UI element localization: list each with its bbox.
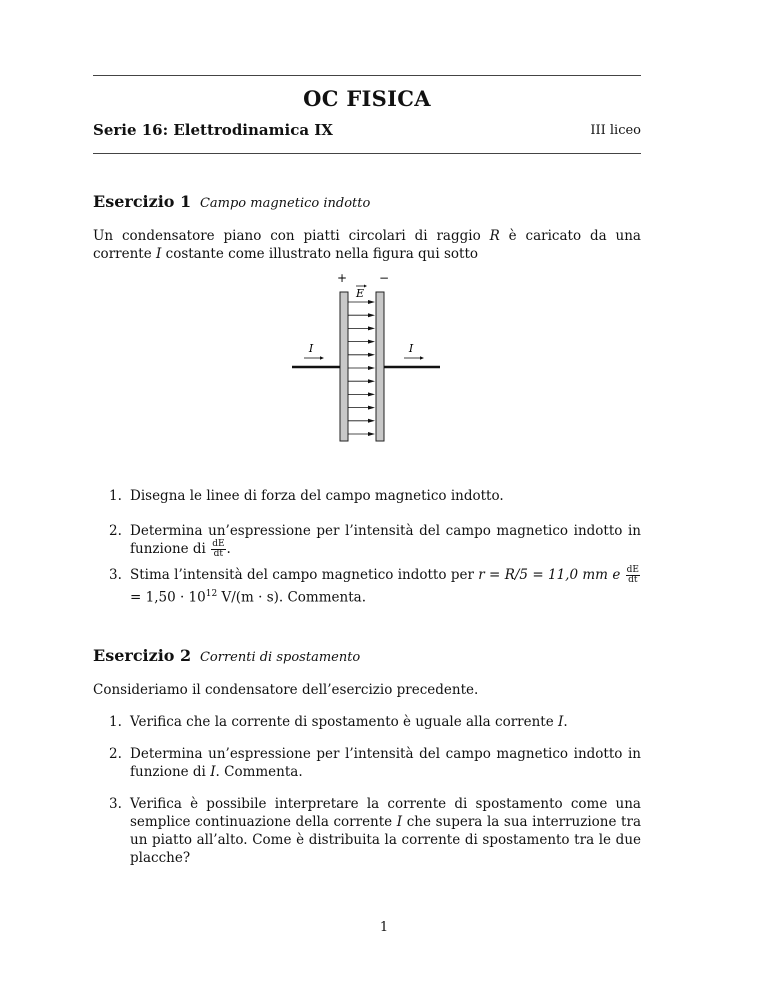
exercise-2-item-1: 1. Verifica che la corrente di spostamento è uguale alla corrente I. [109,714,568,730]
positive-plate [340,292,348,441]
page-number: 1 [379,920,389,935]
field-line-arrow [348,326,375,330]
page-title: OC FISICA [303,86,431,111]
fraction-dE-dt: $\frac{dE}{dt}$ [626,565,639,585]
fraction-dE-dt: $\frac{dE}{dt}$ [212,539,225,559]
series-title: Serie 16: Elettrodinamica IX [93,121,333,139]
field-line-arrow [348,432,375,436]
current-arrow-left [304,356,324,359]
minus-sign: − [378,271,390,285]
top-rule [93,75,641,76]
exercise-1-item-3: 3. Stima l’intensità del campo magnetico indotto per r = R/5 = 11,0 mm e $\frac{dE}{dt}$ = $1,50 \cdot 10^{12}$ V/(m · s). Commenta. [109,565,639,606]
exercise-2-label: Esercizio 2 [93,646,192,665]
exercise-2-intro: Consideriamo il condensatore dell’esercizio precedente. [93,682,479,698]
exercise-1-item-2: 2. Determina un’espressione per l’intensità del campo magnetico indotto in funzione di $\frac{dE}{dt}$ . [109,523,641,559]
field-line-arrow [348,392,375,396]
class-level: III liceo [590,123,641,138]
exercise-2-item-3: 3. Verifica è possibile interpretare la corrente di spostamento come una semplice continuazione della corrente I che supera la sua interruzione tra un piatto all’alto. Come è distribuita la corrente di spostamento tra le due placche? [109,796,641,866]
exercise-2-subtitle: Correnti di spostamento [199,650,361,665]
field-line-arrow [348,406,375,410]
exercise-1-subtitle: Campo magnetico indotto [199,196,371,211]
field-line-arrow [348,419,375,423]
field-line-arrow [348,366,375,370]
field-line-arrow [348,340,375,344]
exercise-2-item-2: 2. Determina un’espressione per l’intensità del campo magnetico indotto in funzione di I. Commenta. [109,746,641,780]
plus-sign: + [336,271,348,285]
exercise-1-heading [93,192,370,211]
exercise-1-label: Esercizio 1 [93,192,192,211]
field-line-arrow [348,313,375,317]
field-line-arrow [348,379,375,383]
current-label-left: I [308,342,314,355]
exercise-1-item-1: 1. Disegna le linee di forza del campo magnetico indotto. [109,488,504,504]
current-label-right: I [408,342,414,355]
exercise-2-heading [93,646,360,665]
capacitor-figure [290,268,450,444]
field-label: E [355,287,365,300]
field-line-arrow [348,300,375,304]
header-rule [93,153,641,154]
electric-field-lines [348,300,375,436]
negative-plate [376,292,384,441]
exercise-1-intro: Un condensatore piano con piatti circolari di raggio R è caricato da una corrente I costante come illustrato nella figura qui sotto [93,228,641,262]
field-line-arrow [348,353,375,357]
current-arrow-right [404,356,424,359]
